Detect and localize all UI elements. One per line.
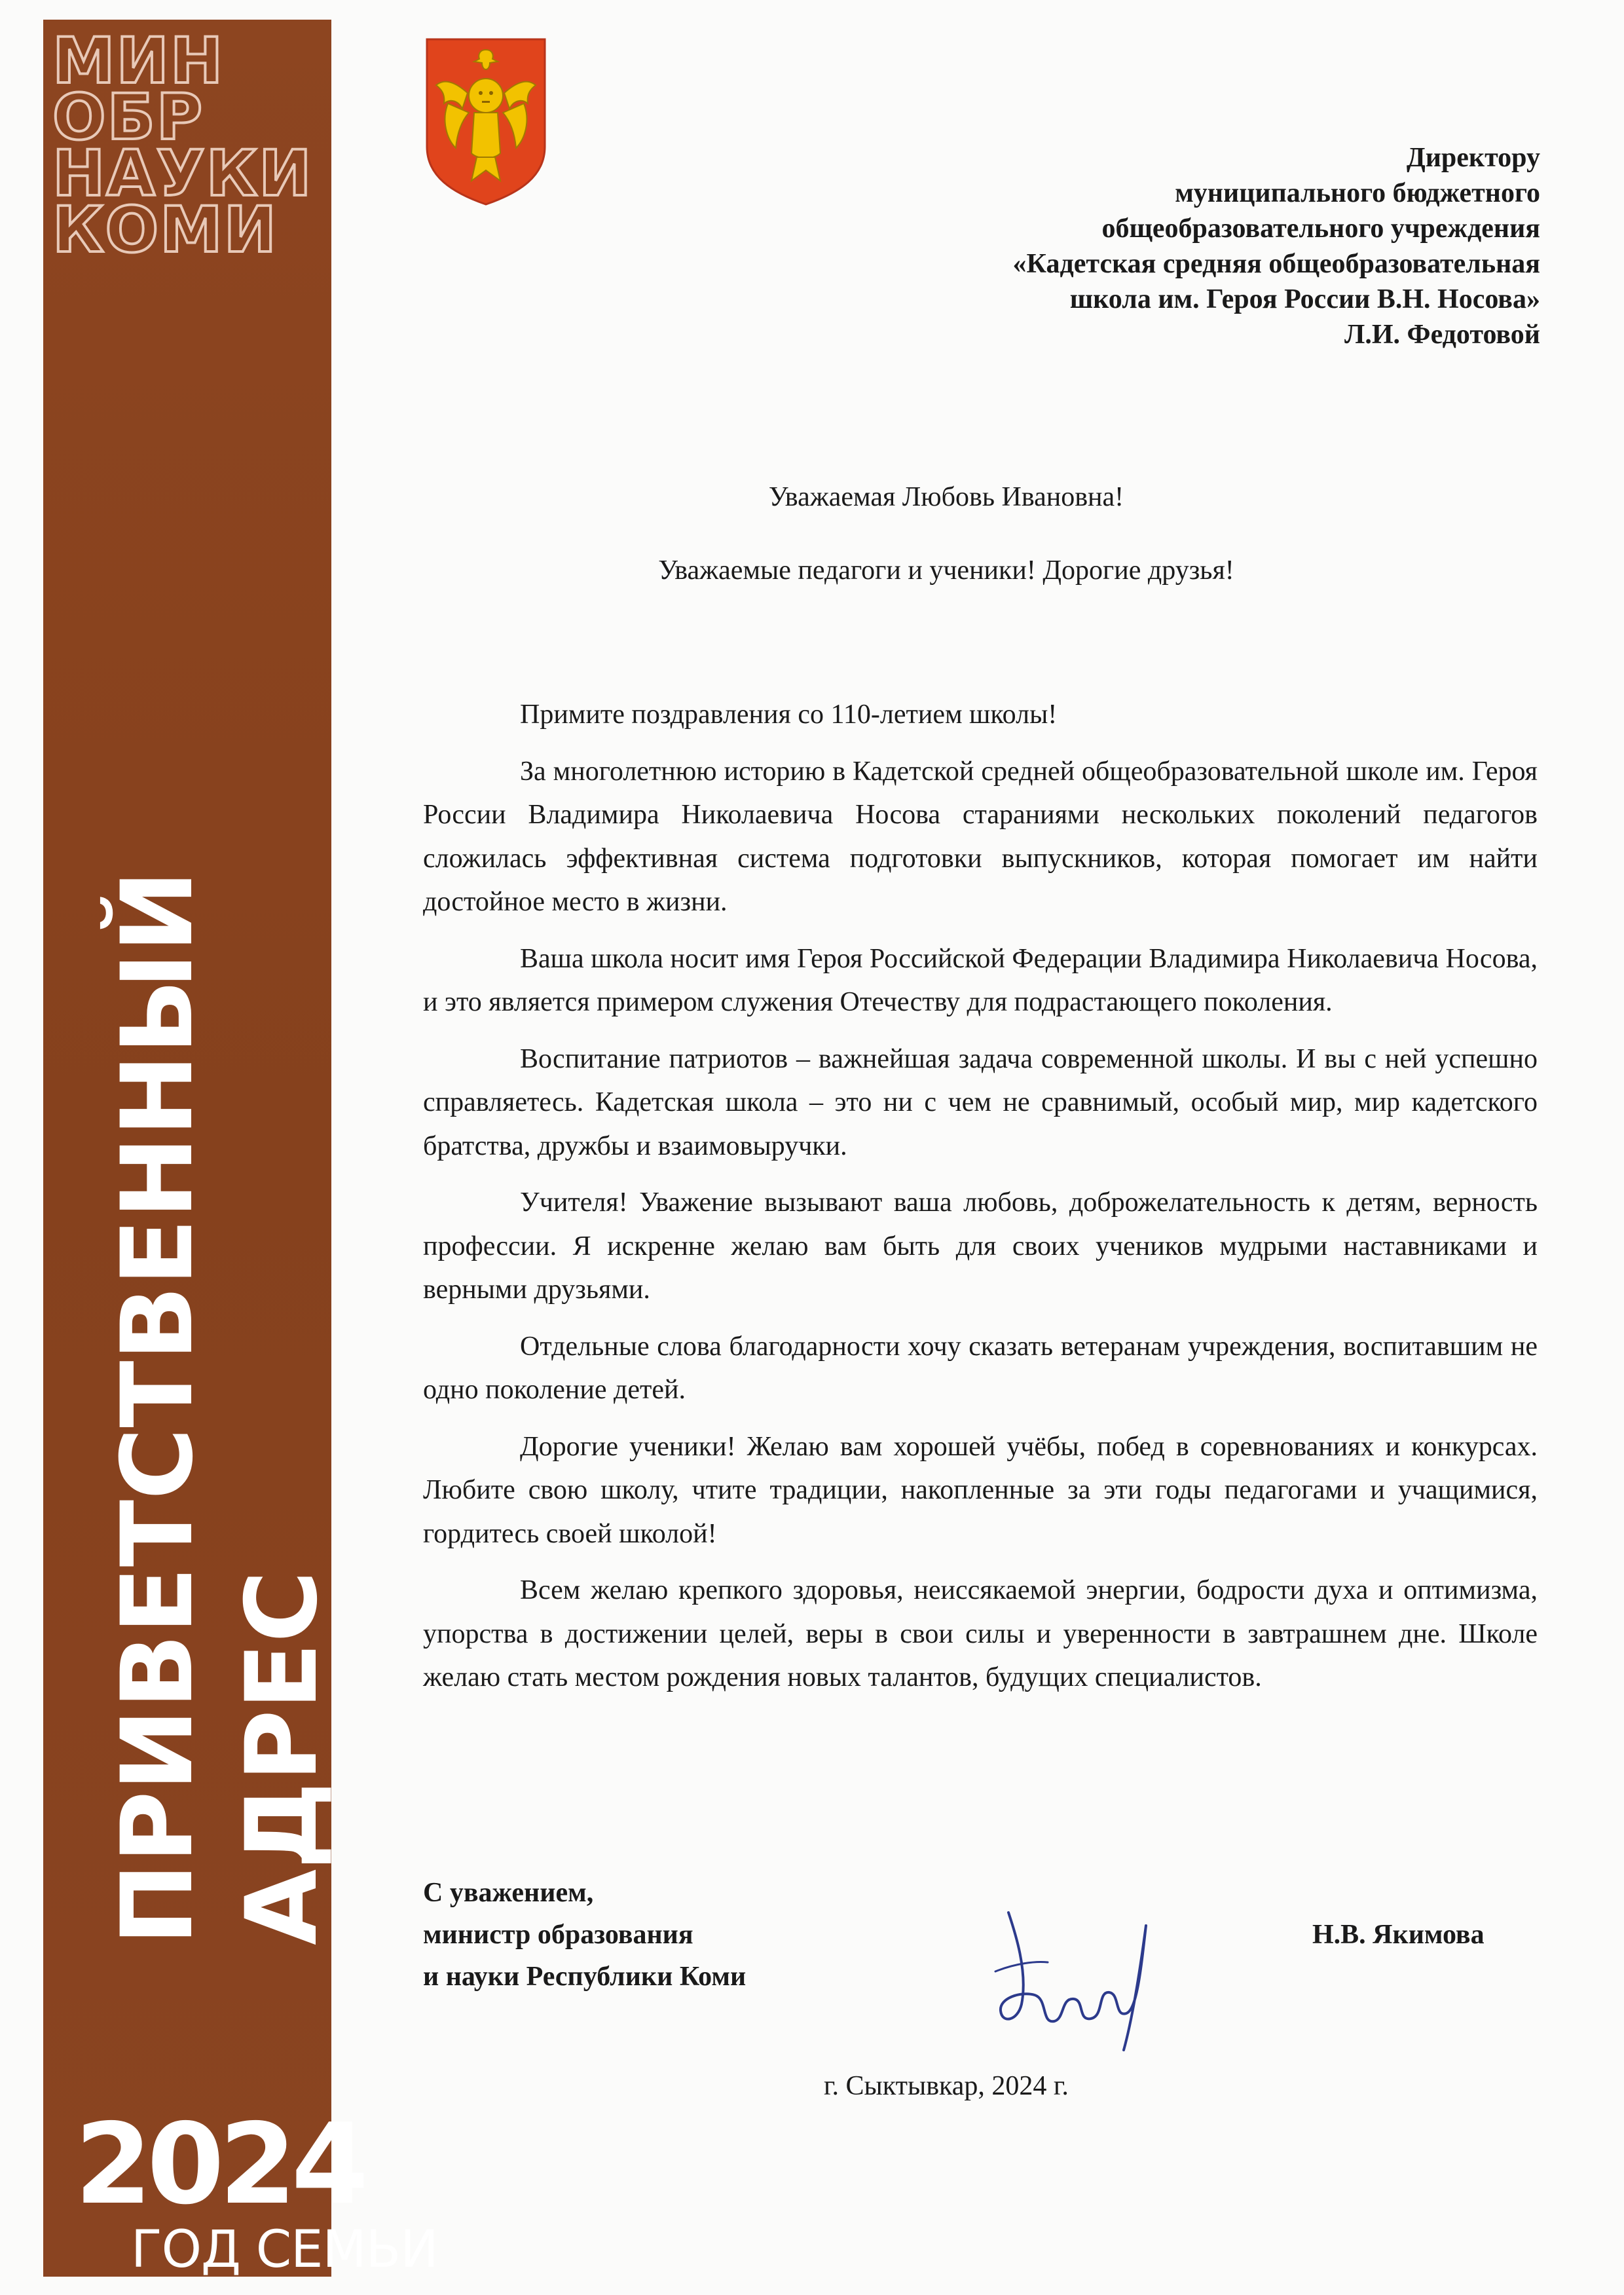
- body-paragraph: Воспитание патриотов – важнейшая задача современной школы. И вы с ней успешно справляетесь. Кадетская школа – это ни с чем не сравнимый, особый мир, мир кадетского братства, дружбы и взаимовыручки.: [423, 1043, 1538, 1161]
- body-paragraph: Отдельные слова благодарности хочу сказать ветеранам учреждения, воспитавшим не одно поколение детей.: [423, 1331, 1538, 1405]
- komi-coat-of-arms-icon: [422, 35, 550, 207]
- band-title-line: ПРИВЕТСТВЕННЫЙ: [101, 870, 215, 1945]
- closing-line: и науки Республики Коми: [423, 1962, 747, 1992]
- body-paragraph: Ваша школа носит имя Героя Российской Федерации Владимира Николаевича Носова, и это является примером служения Отечеству для подрастающего поколения.: [423, 943, 1538, 1017]
- body-paragraph: Всем желаю крепкого здоровья, неиссякаемой энергии, бодрости духа и оптимизма, упорства в достижении целей, веры в свои силы и уверенности в завтрашнем дне. Школе желаю стать местом рождения новых талантов, будущих специалистов.: [423, 1575, 1538, 1692]
- logo-line: МИН: [52, 24, 225, 98]
- body-paragraph: Примите поздравления со 110-летием школы!: [520, 700, 1058, 730]
- body-paragraph: Дорогие ученики! Желаю вам хорошей учёбы, побед в соревнованиях и конкурсах. Любите свою школу, чтите традиции, накопленные за эти годы педагогами и учащимися, гордитесь своей школой!: [423, 1431, 1538, 1549]
- addressee-line: общеобразовательного учреждения: [1101, 214, 1540, 244]
- logo-line: ОБР: [52, 81, 204, 154]
- logo-line: НАУКИ: [52, 137, 313, 210]
- year-number: 2024: [75, 2100, 364, 2230]
- logo-line: КОМИ: [52, 193, 278, 267]
- closing-line: С уважением,: [423, 1878, 594, 1908]
- body-paragraph: Учителя! Уважение вызывают ваша любовь, доброжелательность к детям, верность профессии. Я искренне желаю вам быть для своих учеников мудрыми наставниками и верными друзьями.: [423, 1187, 1538, 1305]
- addressee-line: школа им. Героя России В.Н. Носова»: [1069, 284, 1540, 314]
- year-subtitle: ГОД СЕМЬИ: [131, 2220, 438, 2279]
- addressee-line: Л.И. Федотовой: [1344, 320, 1540, 350]
- greeting-director: Уважаемая Любовь Ивановна!: [768, 482, 1124, 512]
- addressee-line: муниципального бюджетного: [1175, 178, 1540, 208]
- ministry-logo: [52, 24, 313, 267]
- band-title-line: АДРЕС: [225, 1570, 339, 1945]
- closing-line: министр образования: [423, 1920, 693, 1950]
- closing-block: [423, 1872, 746, 1998]
- addressee-block: [754, 140, 1540, 352]
- greeting-all: Уважаемые педагоги и ученики! Дорогие друзья!: [658, 555, 1234, 586]
- signer-name: Н.В. Якимова: [1312, 1920, 1485, 1950]
- band-title: [96, 870, 344, 1945]
- addressee-line: «Кадетская средняя общеобразовательная: [1012, 249, 1540, 279]
- year-of-family-logo: [72, 2100, 438, 2279]
- addressee-line: Директору: [1406, 143, 1540, 173]
- body-paragraph: За многолетнюю историю в Кадетской средней общеобразовательной школе им. Героя России Владимира Николаевича Носова стараниями нескольких поколений педагогов сложилась эффективная система подготовки выпускников, которая помогает им найти достойное место в жизни.: [423, 756, 1538, 917]
- side-band: [43, 20, 438, 2279]
- handwritten-signature-icon: [969, 1893, 1166, 2063]
- letter-body: [423, 693, 1538, 1713]
- place-date: г. Сыктывкар, 2024 г.: [824, 2071, 1069, 2101]
